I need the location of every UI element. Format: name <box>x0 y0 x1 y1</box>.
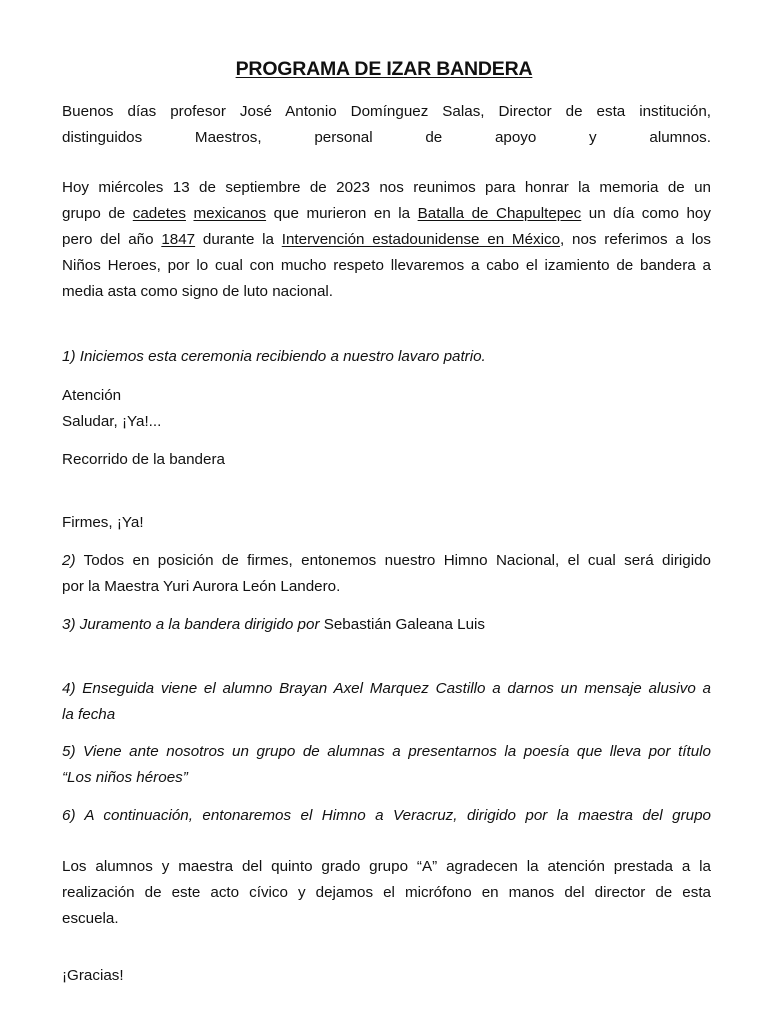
firmes-line: Firmes, ¡Ya! <box>62 514 144 531</box>
intro-text: , nos referimos a los <box>560 231 711 248</box>
program-item-3-italic: 3) Juramento a la bandera dirigido por <box>62 616 320 633</box>
intro-line-1: Hoy miércoles 13 de septiembre de 2023 nos reunimos para honrar la memoria de un <box>62 179 711 196</box>
program-item-1-text: 1) Iniciemos esta ceremonia recibiendo a nuestro lavaro patrio. <box>62 348 486 365</box>
link-intervencion-estadounidense[interactable]: Intervención estadounidense en México <box>281 231 561 248</box>
closing-line-1: Los alumnos y maestra del quinto grado grupo “A” agradecen la atención prestada a la <box>62 858 711 875</box>
program-item-1 <box>62 344 711 370</box>
intro-line-3 <box>62 227 711 253</box>
commands-block <box>62 383 711 435</box>
intro-text: pero del año <box>62 231 162 248</box>
link-1847[interactable]: 1847 <box>161 231 196 248</box>
program-item-4-line-1: 4) Enseguida viene el alumno Brayan Axel Marquez Castillo a darnos un mensaje alusivo a <box>62 680 711 697</box>
document-title: PROGRAMA DE IZAR BANDERA <box>235 58 533 80</box>
firmes-text <box>62 510 711 536</box>
link-batalla-de-chapultepec[interactable]: Batalla de Chapultepec <box>417 205 582 222</box>
intro-line-5: media asta como signo de luto nacional. <box>62 283 334 300</box>
program-item-2-number: 2) <box>62 552 76 569</box>
program-item-2-line-1 <box>62 548 711 574</box>
program-item-4 <box>62 676 711 728</box>
intro-text: un día como hoy <box>581 205 711 222</box>
greeting-line-1: Buenos días profesor José Antonio Domínguez Salas, Director de esta institución, <box>62 103 711 120</box>
thanks-line: ¡Gracias! <box>62 967 124 984</box>
recorrido-line: Recorrido de la bandera <box>62 451 225 468</box>
intro-text: que murieron en la <box>266 205 418 222</box>
greeting-paragraph <box>62 99 711 151</box>
greeting-line-2: distinguidos Maestros, personal de apoyo y alumnos. <box>62 129 711 146</box>
thanks-text <box>62 963 711 989</box>
recorrido-text <box>62 447 711 473</box>
intro-line-2 <box>62 201 711 227</box>
closing-line-3: escuela. <box>62 910 119 927</box>
program-item-2-line-2: por la Maestra Yuri Aurora León Landero. <box>62 578 341 595</box>
closing-paragraph <box>62 854 711 932</box>
program-item-6-line: 6) A continuación, entonaremos el Himno a Veracruz, dirigido por la maestra del grupo <box>62 807 711 824</box>
command-atencion: Atención <box>62 387 122 404</box>
program-item-3 <box>62 612 711 638</box>
command-saludar: Saludar, ¡Ya!... <box>62 413 162 430</box>
link-cadetes[interactable]: cadetes <box>132 205 186 222</box>
closing-line-2: realización de este acto cívico y dejamos el micrófono en manos del director de esta <box>62 884 711 901</box>
intro-line-4: Niños Heroes, por lo cual con mucho respeto llevaremos a cabo el izamiento de bandera a <box>62 257 711 274</box>
program-item-5-line-1: 5) Viene ante nosotros un grupo de alumnas a presentarnos la poesía que lleva por título <box>62 743 711 760</box>
intro-text: grupo de <box>62 205 133 222</box>
program-item-6 <box>62 803 711 829</box>
program-item-2 <box>62 548 711 600</box>
program-item-2-text: Todos en posición de firmes, entonemos nuestro Himno Nacional, el cual será dirigido <box>75 552 711 569</box>
program-item-5-line-2: “Los niños héroes” <box>62 769 188 786</box>
intro-text: durante la <box>195 231 282 248</box>
program-item-5 <box>62 739 711 791</box>
program-item-4-line-2: la fecha <box>62 706 116 723</box>
link-mexicanos[interactable]: mexicanos <box>193 205 267 222</box>
program-item-3-line <box>62 612 711 638</box>
program-item-3-name: Sebastián Galeana Luis <box>319 616 485 633</box>
intro-paragraph <box>62 175 711 305</box>
